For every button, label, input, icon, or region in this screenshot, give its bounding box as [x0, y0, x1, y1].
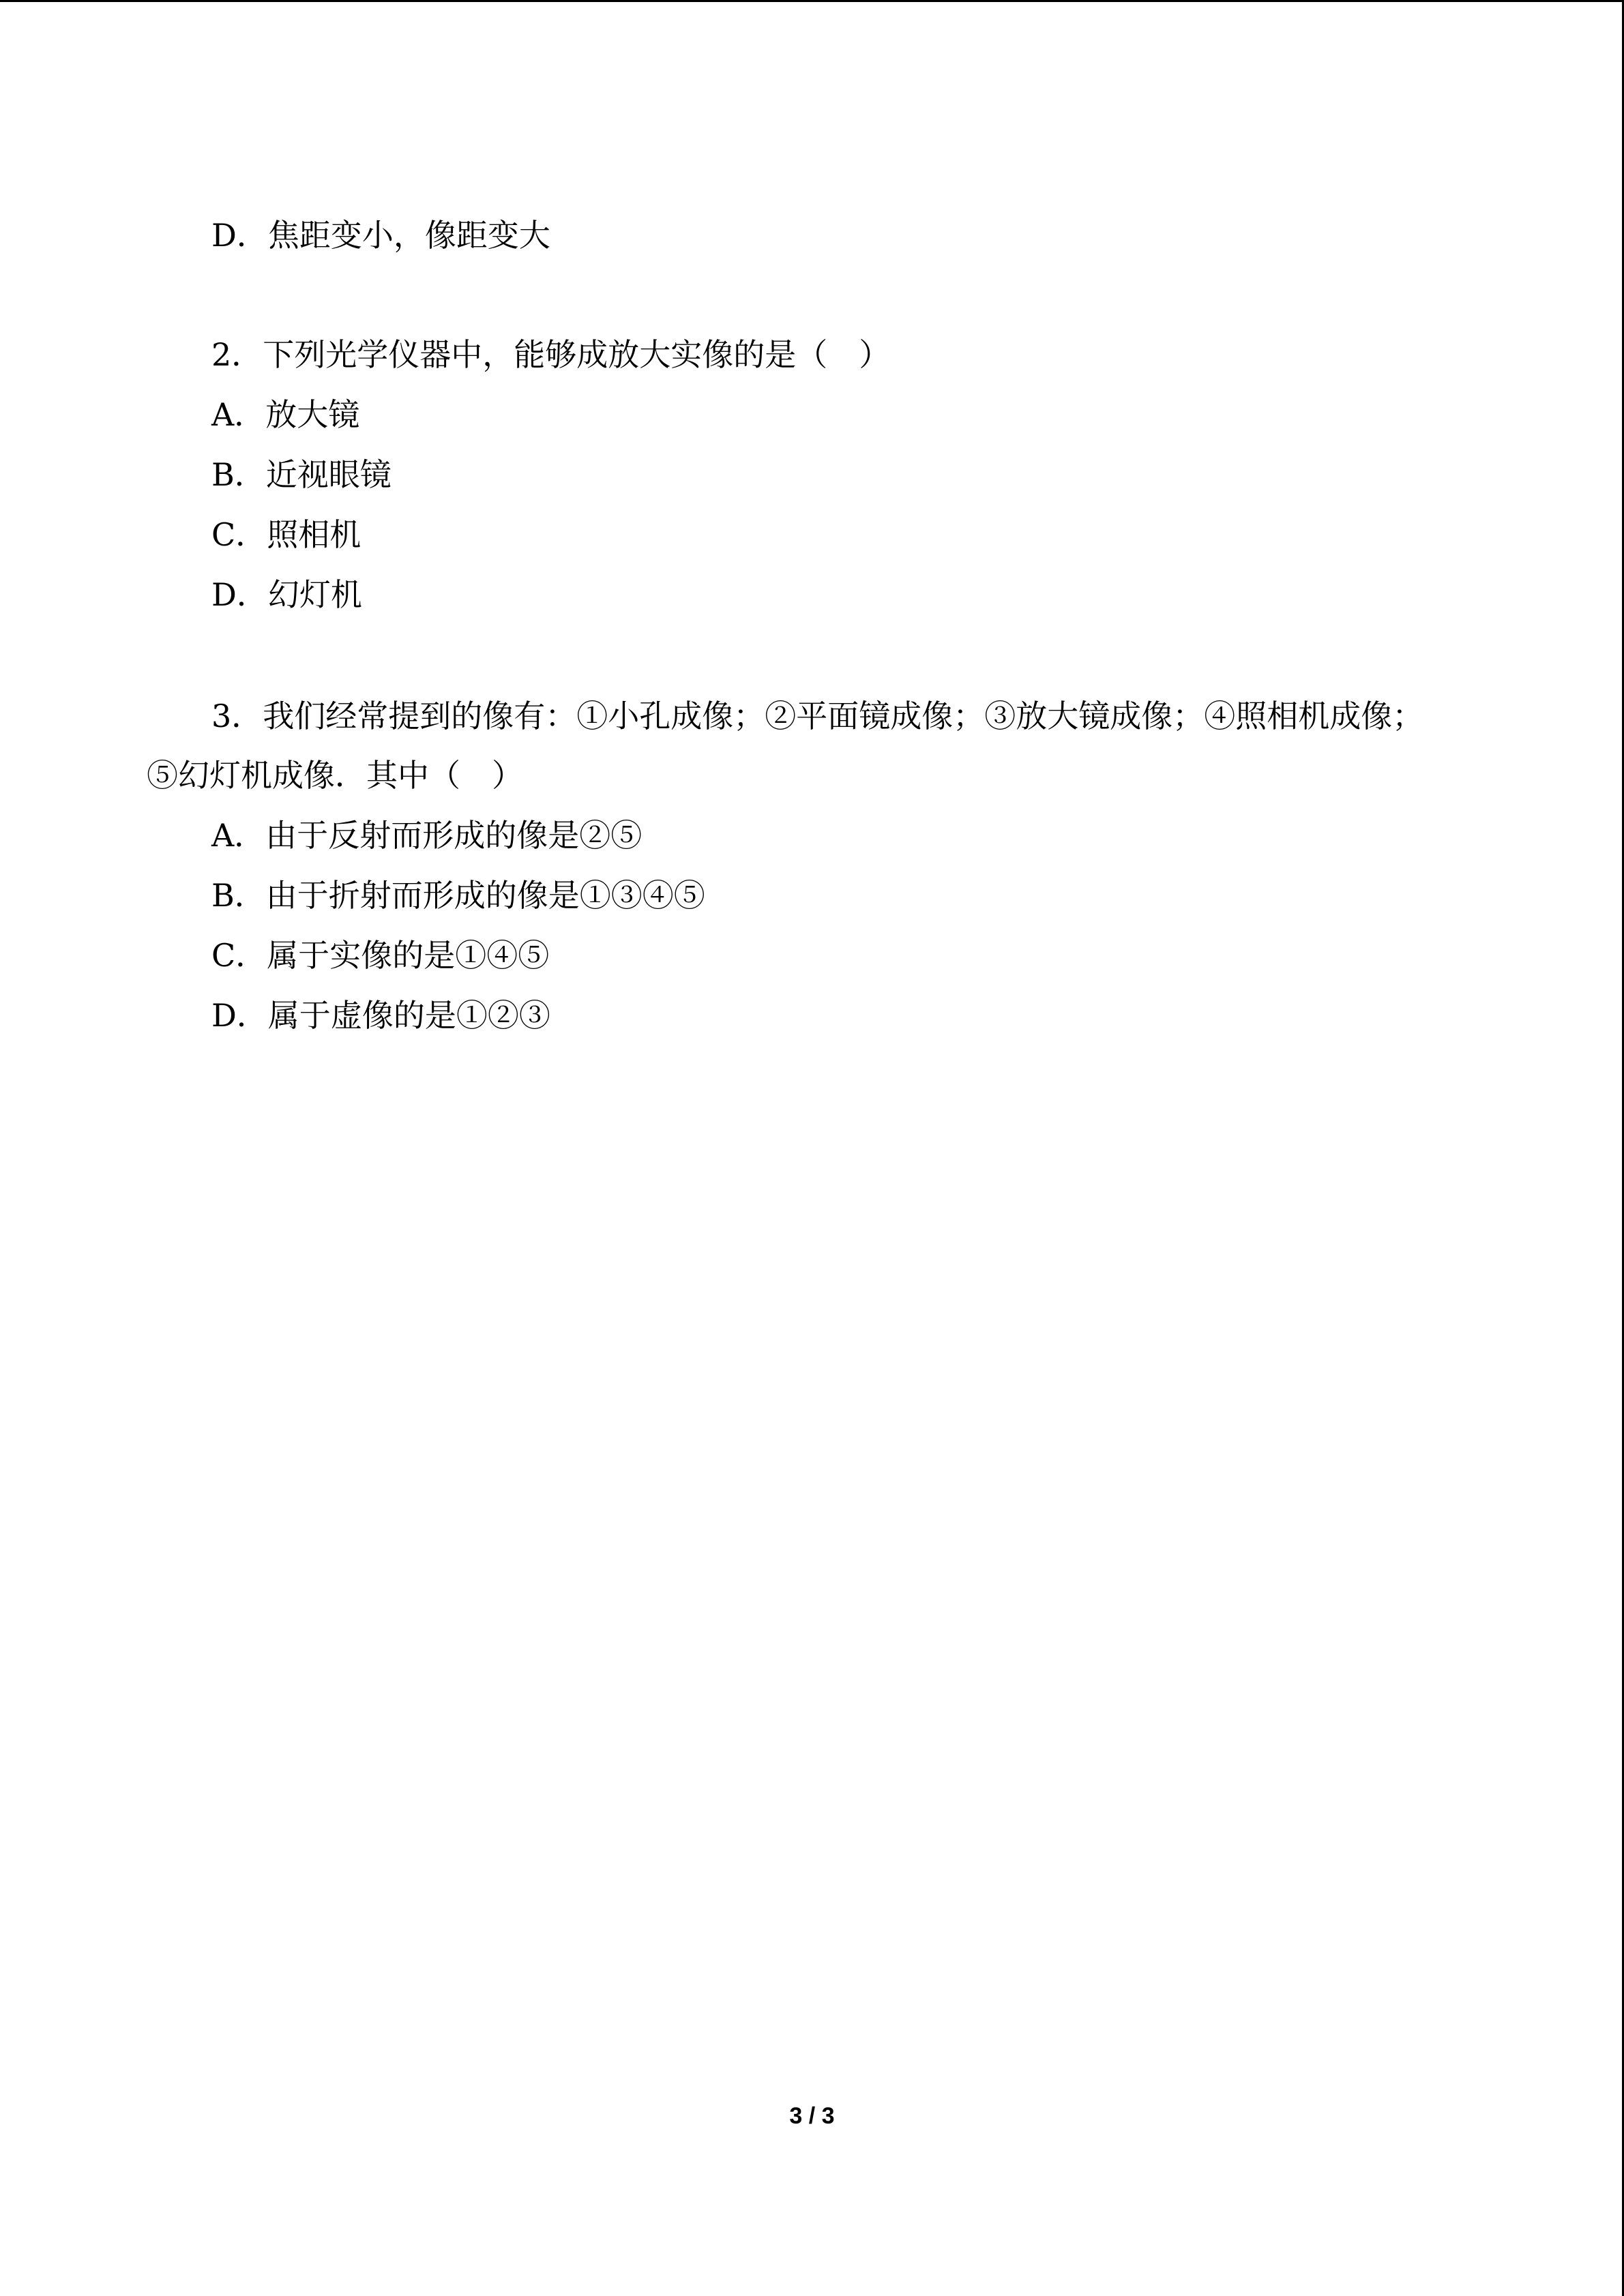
q2-option-a: A．放大镜: [211, 396, 360, 433]
q3-option-d: D．属于虚像的是①②③: [211, 997, 550, 1034]
q2-option-d: D．幻灯机: [211, 576, 362, 613]
q3-stem-line-1: 3．我们经常提到的像有：①小孔成像；②平面镜成像；③放大镜成像；④照相机成像；: [211, 698, 1424, 734]
q2-option-c: C．照相机: [211, 516, 361, 553]
q2-option-b: B．近视眼镜: [211, 456, 392, 493]
q3-option-b: B．由于折射而形成的像是①③④⑤: [211, 877, 705, 914]
q2-stem: 2．下列光学仪器中，能够成放大实像的是（ ）: [211, 336, 891, 373]
page-border-top: [0, 0, 1624, 2]
q3-stem-line-2: ⑤幻灯机成像．其中（ ）: [147, 757, 523, 794]
q1-option-d: D．焦距变小，像距变大: [211, 217, 550, 254]
page-number: 3 / 3: [789, 2103, 835, 2129]
q3-option-c: C．属于实像的是①④⑤: [211, 937, 550, 974]
q3-option-a: A．由于反射而形成的像是②⑤: [211, 817, 643, 854]
